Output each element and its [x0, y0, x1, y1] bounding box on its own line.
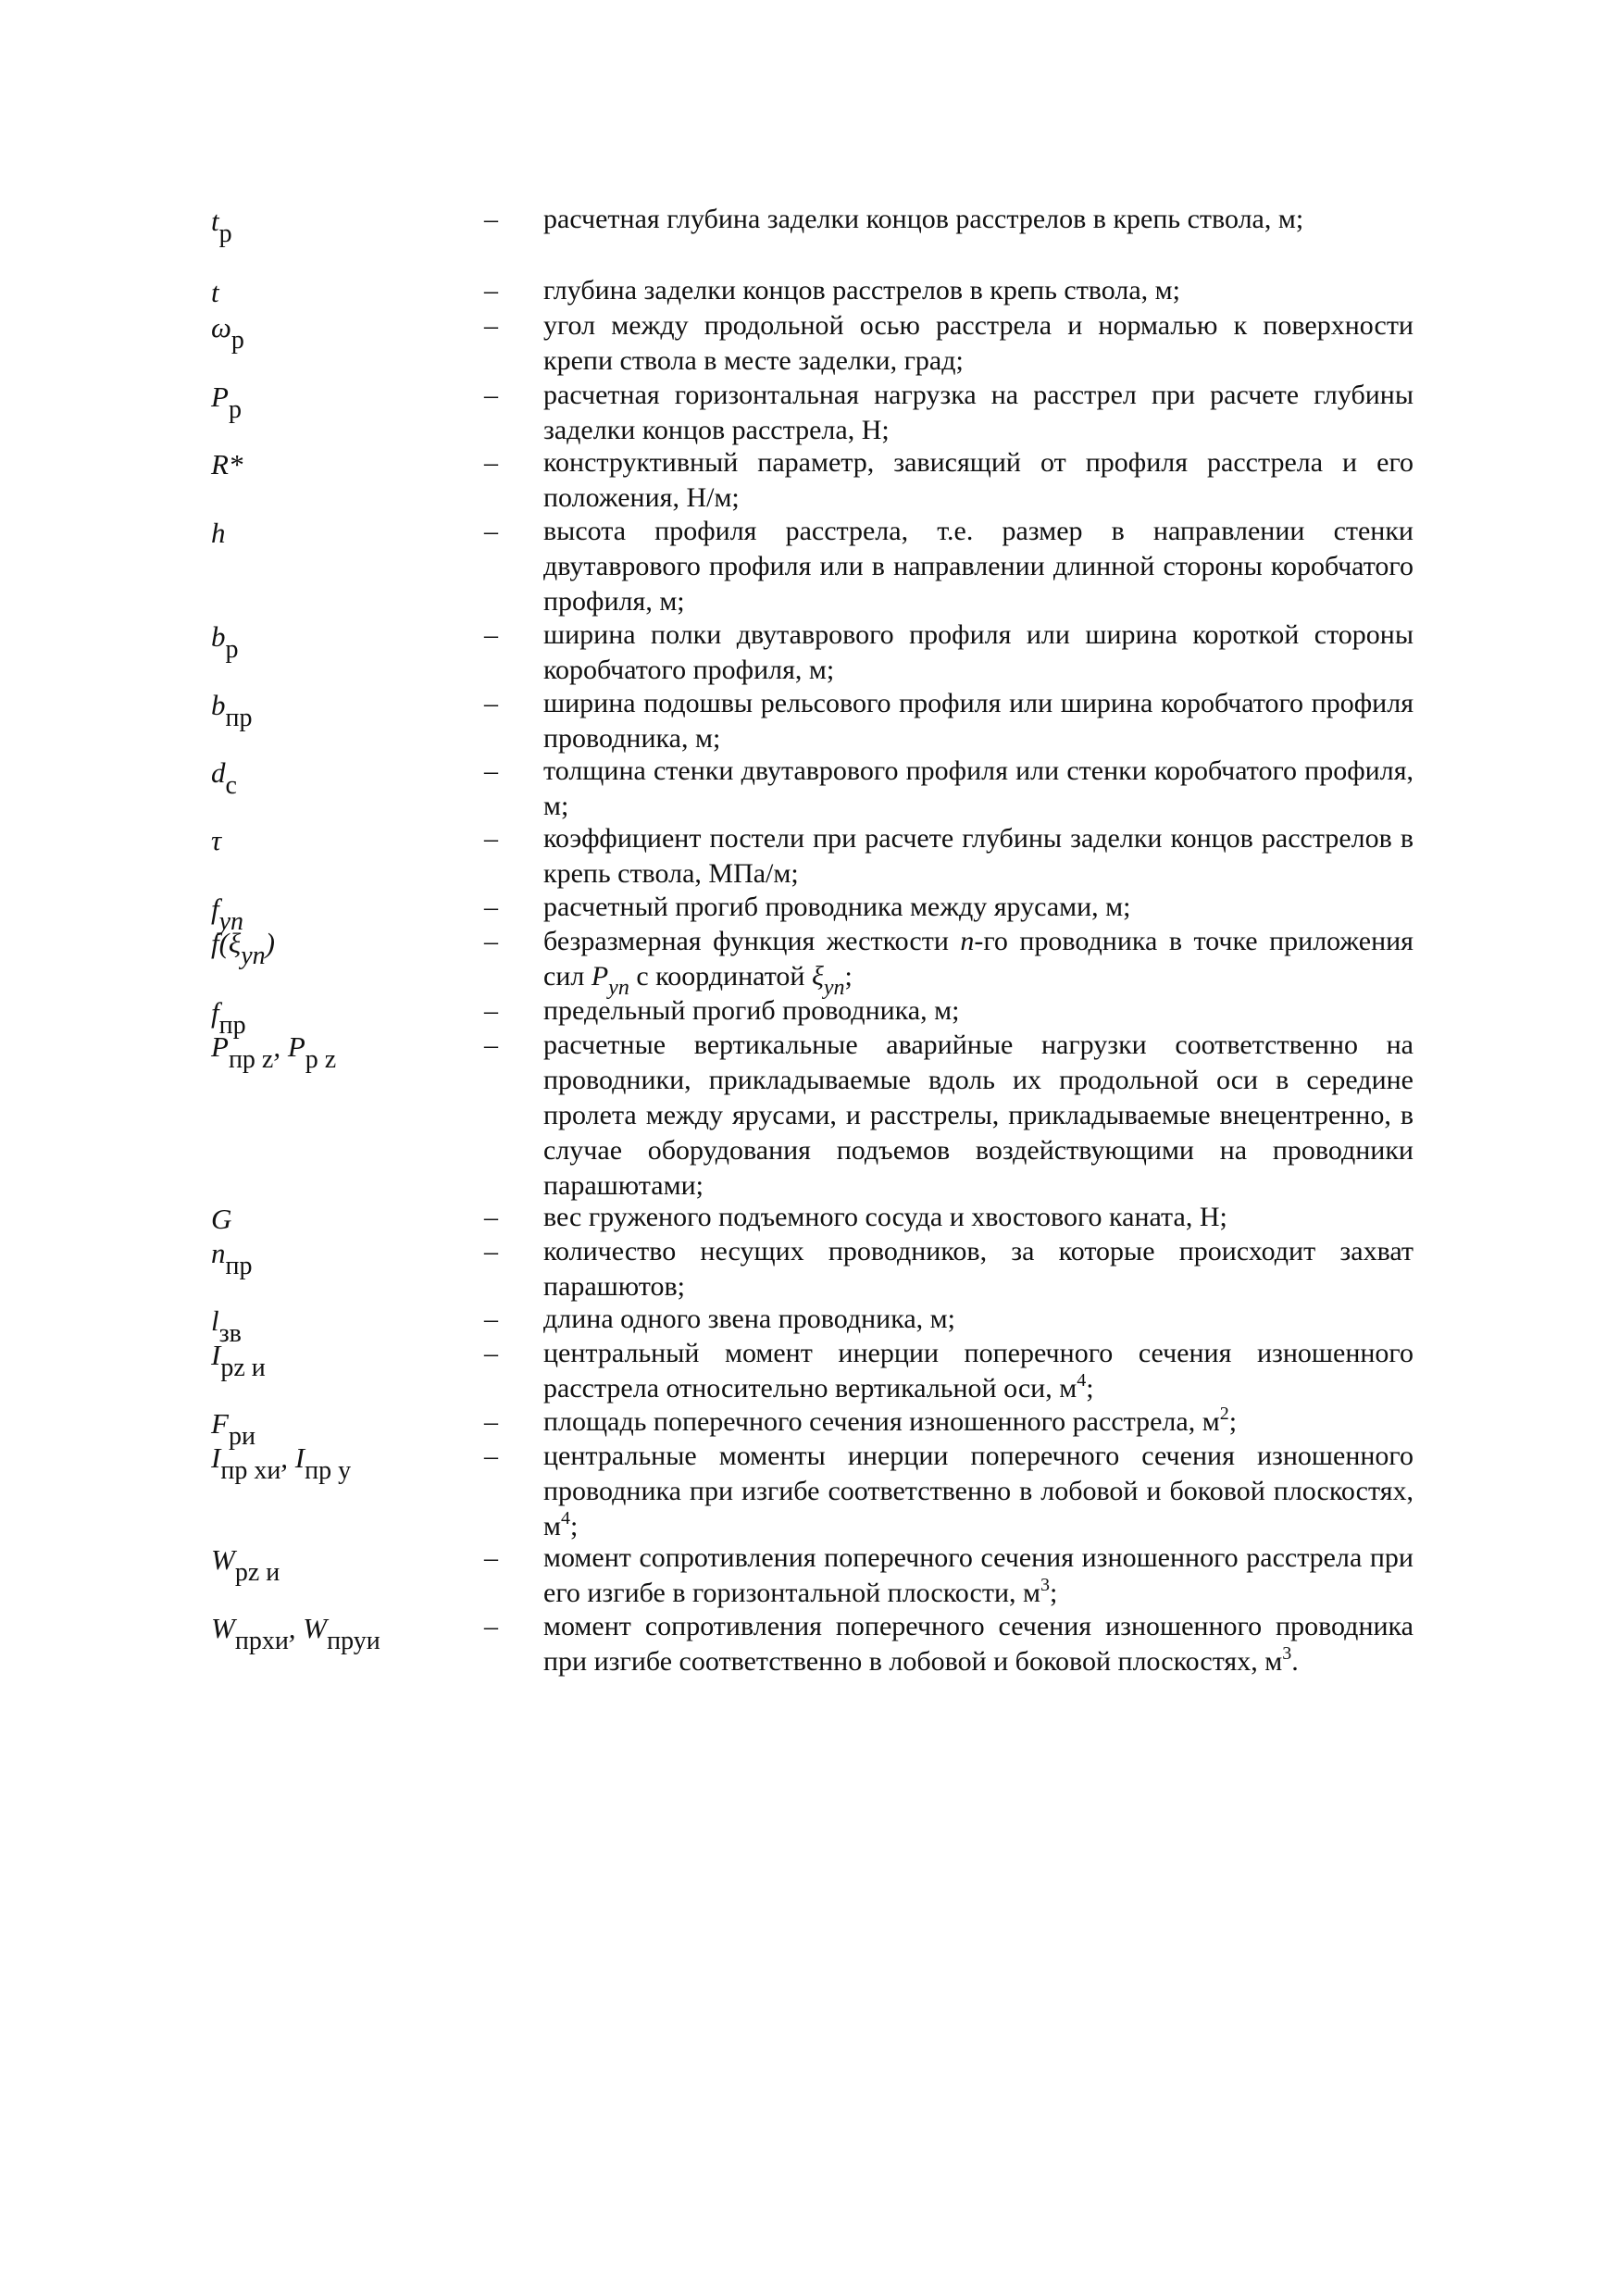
- definition-text: расчетные вертикальные аварийные нагрузки соответственно на проводники, прикладываемые вдоль их продольной оси в середине пролета между ярусами, и расстрелы, прикладываемые внецентренно, в случае оборудования подъемов воздействующими на проводники парашютами;: [543, 1029, 1414, 1201]
- symbol: fyn: [211, 892, 244, 936]
- definition-text: предельный прогиб проводника, м;: [543, 995, 960, 1026]
- symbol: t: [211, 276, 219, 308]
- definition-text: момент сопротивления поперечного сечения изношенного расстрела при его изгибе в горизонтальной плоскости, $м^3$;: [543, 1542, 1414, 1608]
- dash: –: [484, 447, 498, 478]
- definition-text: конструктивный параметр, зависящий от профиля расстрела и его положения, Н/м;: [543, 447, 1414, 513]
- dash: –: [484, 1441, 498, 1471]
- symbol: Pпр z, Pp z: [211, 1030, 337, 1074]
- dash: –: [484, 755, 498, 786]
- symbol: Wпрхи, Wпруи: [211, 1612, 380, 1655]
- dash: –: [484, 926, 498, 956]
- dash: –: [484, 1338, 498, 1368]
- definition-text: вес груженого подъемного сосуда и хвостового каната, Н;: [543, 1202, 1227, 1232]
- definition-text: количество несущих проводников, за которые происходит захват парашютов;: [543, 1236, 1414, 1302]
- dash: –: [484, 275, 498, 306]
- definition-text: ширина подошвы рельсового профиля или ширина коробчатого профиля проводника, м;: [543, 688, 1414, 754]
- dash: –: [484, 1236, 498, 1267]
- symbol: f(ξyn): [211, 927, 275, 970]
- definition-text: расчетная горизонтальная нагрузка на расстрел при расчете глубины заделки концов расстрела, Н;: [543, 380, 1414, 445]
- dash: –: [484, 892, 498, 922]
- symbol: R*: [211, 448, 243, 480]
- dash: –: [484, 204, 498, 234]
- symbol: Pp: [211, 381, 242, 424]
- symbol: Fри: [211, 1407, 255, 1451]
- dash: –: [484, 1029, 498, 1060]
- dash: –: [484, 1202, 498, 1232]
- definition-text: безразмерная функция жесткости n-го проводника в точке приложения сил $P_{yn}$ с координатой $\xi_{yn}$;: [543, 926, 1414, 1000]
- definition-text: коэффициент постели при расчете глубины заделки концов расстрелов в крепь ствола, МПа/м;: [543, 823, 1414, 889]
- symbol: lзв: [211, 1304, 242, 1348]
- dash: –: [484, 688, 498, 718]
- dash: –: [484, 380, 498, 410]
- symbol: tp: [211, 205, 232, 248]
- definition-text: центральные моменты инерции поперечного сечения изношенного проводника при изгибе соответственно в лобовой и боковой плоскостях, $м^4$;: [543, 1441, 1414, 1541]
- definition-text: центральный момент инерции поперечного сечения изношенного расстрела относительно вертикальной оси, $м^4$;: [543, 1338, 1414, 1404]
- dash: –: [484, 1406, 498, 1437]
- symbol: G: [211, 1203, 232, 1235]
- definition-text: ширина полки двутаврового профиля или ширина короткой стороны коробчатого профиля, м;: [543, 619, 1414, 685]
- dash: –: [484, 516, 498, 546]
- symbol: nпр: [211, 1237, 253, 1280]
- symbol: bпр: [211, 689, 253, 732]
- symbol: fпр: [211, 996, 246, 1040]
- dash: –: [484, 1542, 498, 1573]
- definition-text: толщина стенки двутаврового профиля или стенки коробчатого профиля, м;: [543, 755, 1414, 821]
- symbol: Iпр хи, Iпр у: [211, 1441, 352, 1485]
- definition-text: площадь поперечного сечения изношенного расстрела, $м^2$;: [543, 1404, 1238, 1437]
- definition-text: момент сопротивления поперечного сечения изношенного проводника при изгибе соответственно в лобовой и боковой плоскостях, $м^3$.: [543, 1611, 1414, 1677]
- symbol: dс: [211, 756, 237, 800]
- dash: –: [484, 995, 498, 1026]
- definition-text: глубина заделки концов расстрелов в крепь ствола, м;: [543, 275, 1180, 306]
- definition-text: длина одного звена проводника, м;: [543, 1304, 955, 1334]
- definition-text: высота профиля расстрела, т.е. размер в направлении стенки двутаврового профиля или в направлении длинной стороны коробчатого профиля, м;: [543, 516, 1414, 617]
- definition-text: угол между продольной осью расстрела и нормалью к поверхности крепи ствола в месте заделки, град;: [543, 310, 1414, 376]
- definition-text: расчетный прогиб проводника между ярусами, м;: [543, 892, 1131, 922]
- symbol: ωp: [211, 311, 244, 355]
- dash: –: [484, 1611, 498, 1641]
- definition-text: расчетная глубина заделки концов расстрелов в крепь ствола, м;: [543, 204, 1304, 234]
- dash: –: [484, 619, 498, 650]
- symbol: h: [211, 517, 226, 549]
- dash: –: [484, 310, 498, 341]
- dash: –: [484, 1304, 498, 1334]
- symbol: bp: [211, 620, 239, 664]
- symbol: Wpz и: [211, 1543, 280, 1587]
- symbol: Ipz и: [211, 1339, 266, 1382]
- symbol: τ: [211, 824, 222, 856]
- dash: –: [484, 823, 498, 854]
